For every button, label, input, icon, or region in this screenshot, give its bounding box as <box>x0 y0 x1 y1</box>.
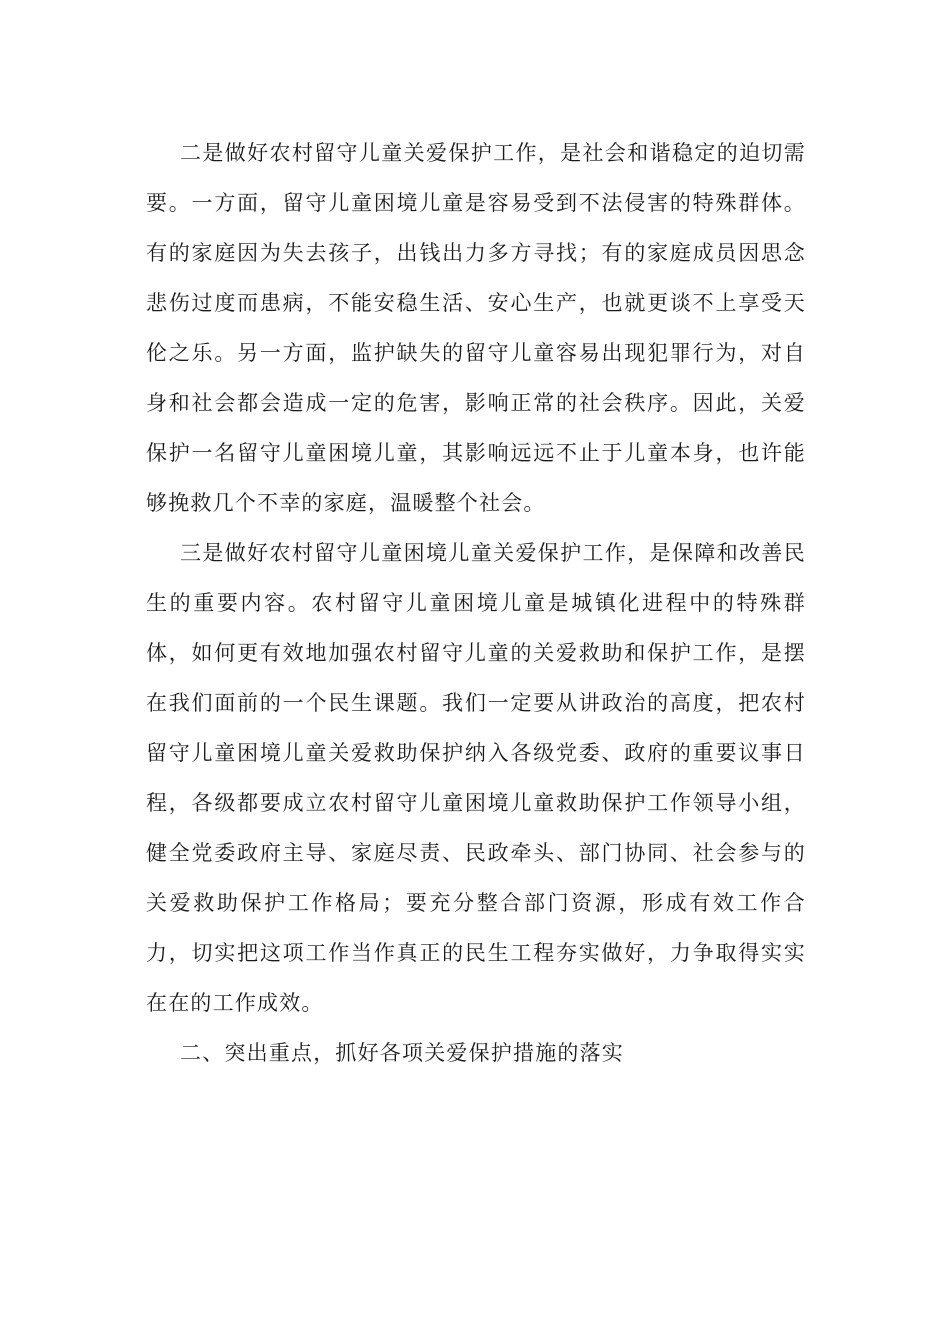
document-body <box>146 128 806 1078</box>
paragraph-social-harmony: 二是做好农村留守儿童关爱保护工作，是社会和谐稳定的迫切需要。一方面，留守儿童困境儿童是容易受到不法侵害的特殊群体。有的家庭因为失去孩子，出钱出力多方寻找；有的家庭成员因思念悲伤过度而患病，不能安稳生活、安心生产，也就更谈不上享受天伦之乐。另一方面，监护缺失的留守儿童容易出现犯罪行为，对自身和社会都会造成一定的危害，影响正常的社会秩序。因此，关爱保护一名留守儿童困境儿童，其影响远远不止于儿童本身，也许能够挽救几个不幸的家庭，温暖整个社会。 <box>146 141 806 515</box>
section-heading: 二、突出重点，抓好各项关爱保护措施的落实 <box>180 1041 624 1065</box>
paragraph-livelihood: 三是做好农村留守儿童困境儿童关爱保护工作，是保障和改善民生的重要内容。农村留守儿童困境儿童是城镇化进程中的特殊群体，如何更有效地加强农村留守儿童的关爱救助和保护工作，是摆在我们面前的一个民生课题。我们一定要从讲政治的高度，把农村留守儿童困境儿童关爱救助保护纳入各级党委、政府的重要议事日程，各级都要成立农村留守儿童困境儿童救助保护工作领导小组，健全党委政府主导、家庭尽责、民政牵头、部门协同、社会参与的关爱救助保护工作格局；要充分整合部门资源，形成有效工作合力，切实把这项工作当作真正的民生工程夯实做好，力争取得实实在在的工作成效。 <box>146 541 806 1015</box>
